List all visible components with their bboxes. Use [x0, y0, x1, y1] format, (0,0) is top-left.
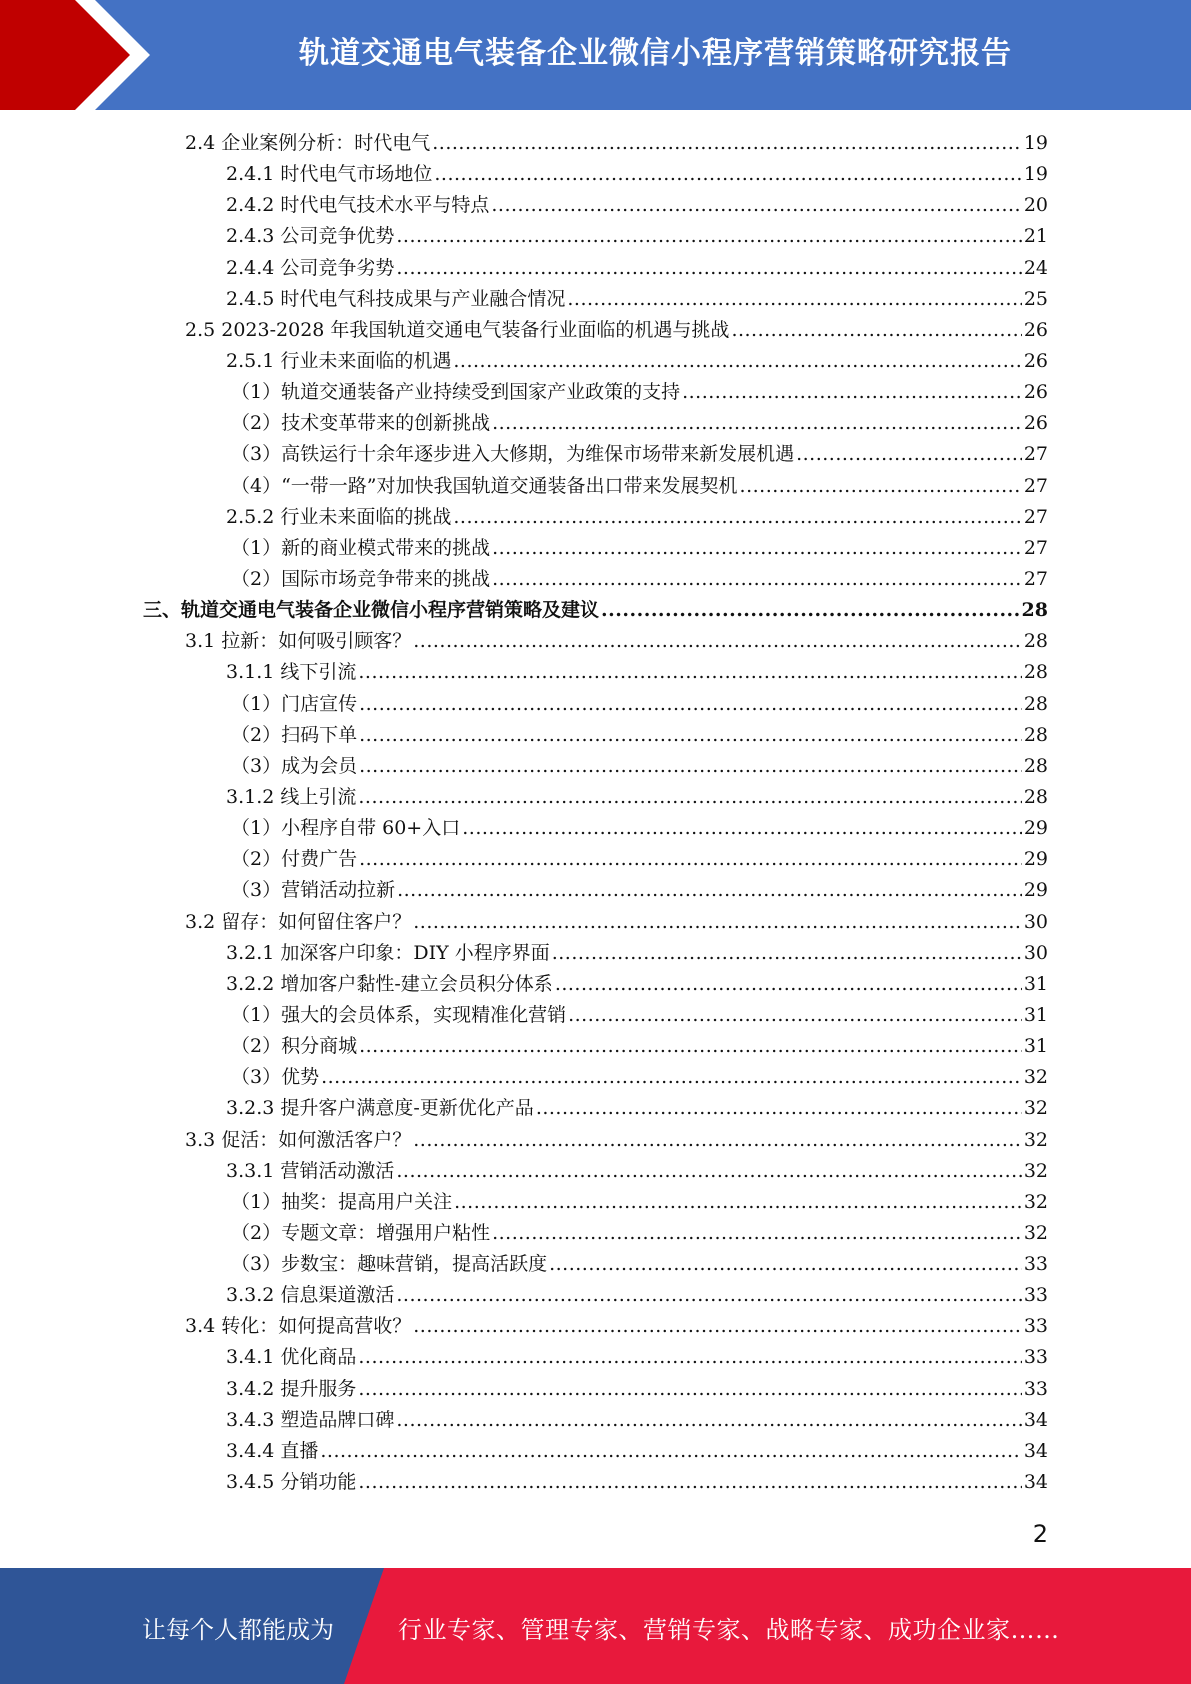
toc-entry-label: 2.5 2023-2028 年我国轨道交通电气装备行业面临的机遇与挑战 — [185, 318, 730, 341]
page-number: 2 — [1032, 1520, 1048, 1548]
toc-leader-dots — [359, 689, 1022, 720]
toc-entry-label: （3）步数宝：趣味营销，提高活跃度 — [231, 1253, 548, 1276]
toc-entry-label: （2）专题文章：增强用户粘性 — [231, 1221, 491, 1244]
toc-entry-label: 3.4.3 塑造品牌口碑 — [226, 1408, 395, 1431]
toc-entry-page: 33 — [1023, 1346, 1048, 1369]
toc-entry-page: 27 — [1023, 505, 1048, 528]
toc-entry[interactable] — [143, 502, 1048, 533]
toc-entry-label: 3.4 转化：如何提高营收？ — [185, 1315, 412, 1338]
toc-leader-dots — [432, 128, 1022, 159]
toc-entry[interactable] — [143, 533, 1048, 564]
toc-entry-label: 3.2 留存：如何留住客户？ — [185, 910, 412, 933]
toc-leader-dots — [358, 1374, 1021, 1405]
toc-leader-dots — [396, 1405, 1021, 1436]
toc-leader-dots — [359, 751, 1022, 782]
toc-leader-dots — [552, 938, 1022, 969]
toc-leader-dots — [413, 907, 1022, 938]
toc-entry-label: 2.4.2 时代电气技术水平与特点 — [226, 194, 490, 217]
toc-leader-dots — [549, 1249, 1022, 1280]
toc-entry-page: 19 — [1023, 132, 1048, 154]
toc-entry-label: 3.4.4 直播 — [226, 1439, 319, 1462]
toc-entry-label: 3.4.2 提升服务 — [226, 1377, 357, 1400]
toc-entry-label: （2）付费广告 — [231, 848, 358, 871]
toc-entry[interactable] — [143, 1187, 1048, 1218]
toc-entry-page: 29 — [1023, 817, 1048, 840]
toc-entry-page: 29 — [1023, 848, 1048, 871]
toc-leader-dots — [492, 533, 1022, 564]
toc-entry[interactable] — [143, 875, 1048, 906]
toc-leader-dots — [731, 315, 1021, 346]
toc-entry-label: 3.1 拉新：如何吸引顾客？ — [185, 630, 412, 653]
toc-entry-label: 2.4.1 时代电气市场地位 — [226, 163, 433, 186]
toc-entry-page: 29 — [1023, 879, 1048, 902]
toc-entry-page: 30 — [1023, 941, 1048, 964]
toc-entry-label: 2.4 企业案例分析：时代电气 — [185, 132, 431, 154]
toc-leader-dots — [413, 626, 1022, 657]
toc-leader-dots — [555, 969, 1022, 1000]
toc-leader-dots — [492, 1218, 1022, 1249]
toc-entry-page: 21 — [1023, 225, 1048, 248]
toc-entry-label: （1）新的商业模式带来的挑战 — [231, 536, 491, 559]
toc-entry[interactable] — [143, 782, 1048, 813]
toc-entry[interactable] — [143, 1374, 1048, 1405]
toc-leader-dots — [359, 1031, 1022, 1062]
toc-entry-page: 27 — [1023, 536, 1048, 559]
toc-entry[interactable] — [143, 969, 1048, 1000]
toc-entry-label: 3.1.1 线下引流 — [226, 661, 357, 684]
toc-entry[interactable] — [143, 813, 1048, 844]
footer-slogan-right: 行业专家、管理专家、营销专家、战略专家、成功企业家…… — [398, 1616, 1060, 1644]
document-title: 轨道交通电气装备企业微信小程序营销策略研究报告 — [299, 36, 1012, 71]
toc-entry-label: （3）高铁运行十余年逐步进入大修期，为维保市场带来新发展机遇 — [231, 443, 795, 466]
toc-entry-label: 3.3.1 营销活动激活 — [226, 1159, 395, 1182]
toc-entry-page: 32 — [1023, 1221, 1048, 1244]
toc-entry-label: 3.4.5 分销功能 — [226, 1471, 357, 1494]
toc-entry-label: 2.5.2 行业未来面临的挑战 — [226, 505, 452, 528]
toc-entry-page: 34 — [1023, 1439, 1048, 1462]
toc-entry[interactable] — [143, 938, 1048, 969]
toc-leader-dots — [536, 1093, 1022, 1124]
toc-entry-label: 2.4.5 时代电气科技成果与产业融合情况 — [226, 287, 566, 310]
toc-entry[interactable] — [143, 128, 1048, 159]
toc-leader-dots — [358, 1342, 1021, 1373]
footer-slogan-left: 让每个人都能成为 — [142, 1616, 334, 1644]
toc-leader-dots — [396, 221, 1021, 252]
toc-leader-dots — [397, 875, 1022, 906]
toc-leader-dots — [567, 284, 1021, 315]
toc-entry-label: （3）优势 — [231, 1066, 320, 1089]
toc-entry-label: 3.2.3 提升客户满意度-更新优化产品 — [226, 1097, 534, 1120]
toc-entry[interactable] — [143, 346, 1048, 377]
toc-entry-label: （2）积分商城 — [231, 1035, 358, 1058]
toc-entry[interactable] — [143, 626, 1048, 657]
toc-entry[interactable] — [143, 844, 1048, 875]
toc-entry[interactable] — [143, 1125, 1048, 1156]
toc-entry-page: 27 — [1023, 443, 1048, 466]
toc-leader-dots — [453, 502, 1021, 533]
toc-leader-dots — [358, 1467, 1021, 1498]
toc-entry[interactable] — [143, 159, 1048, 190]
toc-entry-page: 33 — [1023, 1377, 1048, 1400]
toc-entry[interactable] — [143, 284, 1048, 315]
toc-entry[interactable] — [143, 1311, 1048, 1342]
toc-entry-page: 31 — [1023, 972, 1048, 995]
toc-leader-dots — [413, 1125, 1022, 1156]
toc-entry-page: 33 — [1023, 1253, 1048, 1276]
toc-entry[interactable] — [143, 689, 1048, 720]
toc-leader-dots — [740, 471, 1022, 502]
toc-entry[interactable] — [143, 315, 1048, 346]
toc-entry-label: （1）门店宣传 — [231, 692, 358, 715]
toc-leader-dots — [396, 253, 1021, 284]
toc-leader-dots — [321, 1062, 1022, 1093]
toc-entry-label: 3.3 促活：如何激活客户？ — [185, 1128, 412, 1151]
toc-entry-page: 30 — [1023, 910, 1048, 933]
toc-entry[interactable] — [143, 907, 1048, 938]
toc-entry-page: 31 — [1023, 1035, 1048, 1058]
toc-entry-page: 32 — [1023, 1128, 1048, 1151]
toc-entry-page: 34 — [1023, 1408, 1048, 1431]
toc-leader-dots — [358, 782, 1021, 813]
toc-entry[interactable] — [143, 1249, 1048, 1280]
toc-entry-label: （2）技术变革带来的创新挑战 — [231, 412, 491, 435]
toc-entry-page: 28 — [1023, 630, 1048, 653]
page-footer — [0, 1568, 1191, 1684]
toc-entry-page: 25 — [1023, 287, 1048, 310]
toc-entry-label: 2.5.1 行业未来面临的机遇 — [226, 349, 452, 372]
toc-entry[interactable] — [143, 1342, 1048, 1373]
toc-leader-dots — [434, 159, 1021, 190]
toc-entry-label: （1）小程序自带 60+入口 — [231, 817, 461, 840]
toc-entry-page: 34 — [1023, 1471, 1048, 1494]
toc-entry[interactable] — [143, 1031, 1048, 1062]
toc-entry-page: 27 — [1023, 567, 1048, 590]
toc-entry-page: 26 — [1023, 412, 1048, 435]
toc-leader-dots — [453, 346, 1021, 377]
toc-entry[interactable] — [143, 1218, 1048, 1249]
toc-entry-label: 3.2.1 加深客户印象：DIY 小程序界面 — [226, 941, 550, 964]
toc-entry-label: （3）成为会员 — [231, 754, 358, 777]
toc-entry[interactable] — [143, 253, 1048, 284]
toc-entry[interactable] — [143, 657, 1048, 688]
toc-leader-dots — [682, 377, 1022, 408]
toc-entry-label: 2.4.4 公司竞争劣势 — [226, 256, 395, 279]
toc-entry-page: 28 — [1023, 723, 1048, 746]
toc-entry-page: 33 — [1023, 1315, 1048, 1338]
toc-entry-page: 19 — [1023, 163, 1048, 186]
toc-entry-page: 20 — [1023, 194, 1048, 217]
toc-leader-dots — [413, 1311, 1022, 1342]
toc-entry[interactable] — [143, 1000, 1048, 1031]
toc-entry-page: 28 — [1023, 785, 1048, 808]
toc-leader-dots — [491, 190, 1021, 221]
toc-entry-label: 3.4.1 优化商品 — [226, 1346, 357, 1369]
toc-entry[interactable] — [143, 1062, 1048, 1093]
toc-leader-dots — [396, 1280, 1021, 1311]
toc-entry[interactable] — [143, 1436, 1048, 1467]
toc-entry-label: 3.1.2 线上引流 — [226, 785, 357, 808]
toc-entry-page: 32 — [1023, 1159, 1048, 1182]
toc-leader-dots — [796, 439, 1022, 470]
toc-entry[interactable] — [143, 190, 1048, 221]
toc-entry-page: 27 — [1023, 474, 1048, 497]
toc-entry-page: 28 — [1023, 754, 1048, 777]
toc-leader-dots — [601, 595, 1020, 626]
toc-entry-label: 3.3.2 信息渠道激活 — [226, 1284, 395, 1307]
toc-entry-page: 32 — [1023, 1066, 1048, 1089]
toc-leader-dots — [359, 720, 1022, 751]
toc-entry[interactable] — [143, 751, 1048, 782]
toc-leader-dots — [492, 564, 1022, 595]
toc-entry[interactable] — [143, 377, 1048, 408]
toc-entry-label: 三、轨道交通电气装备企业微信小程序营销策略及建议 — [143, 599, 600, 622]
toc-entry-label: （1）强大的会员体系，实现精准化营销 — [231, 1003, 567, 1026]
toc-entry-page: 24 — [1023, 256, 1048, 279]
toc-entry[interactable] — [143, 1467, 1048, 1498]
toc-entry-page: 31 — [1023, 1003, 1048, 1026]
toc-entry-label: （4）“一带一路”对加快我国轨道交通装备出口带来发展契机 — [231, 474, 738, 497]
toc-entry[interactable] — [143, 1156, 1048, 1187]
toc-leader-dots — [359, 844, 1022, 875]
toc-leader-dots — [396, 1156, 1021, 1187]
toc-leader-dots — [462, 813, 1022, 844]
toc-entry[interactable] — [143, 221, 1048, 252]
toc-leader-dots — [454, 1187, 1022, 1218]
toc-entry-page: 28 — [1023, 692, 1048, 715]
toc-entry-label: （1）轨道交通装备产业持续受到国家产业政策的支持 — [231, 381, 681, 404]
toc-entry-label: （3）营销活动拉新 — [231, 879, 396, 902]
toc-entry-label: （2）国际市场竞争带来的挑战 — [231, 567, 491, 590]
toc-entry-page: 26 — [1023, 349, 1048, 372]
toc-entry[interactable] — [143, 1093, 1048, 1124]
toc-entry[interactable] — [143, 720, 1048, 751]
toc-leader-dots — [568, 1000, 1022, 1031]
toc-entry-label: （1）抽奖：提高用户关注 — [231, 1190, 453, 1213]
toc-entry[interactable] — [143, 1280, 1048, 1311]
toc-entry-page: 32 — [1023, 1097, 1048, 1120]
toc-entry-page: 26 — [1023, 318, 1048, 341]
toc-entry[interactable] — [143, 1405, 1048, 1436]
toc-leader-dots — [320, 1436, 1021, 1467]
toc-entry[interactable] — [143, 439, 1048, 470]
toc-entry-page: 32 — [1023, 1190, 1048, 1213]
page-header — [0, 0, 1191, 110]
toc-entry-page: 26 — [1023, 381, 1048, 404]
toc-entry-page: 28 — [1023, 661, 1048, 684]
toc-entry-label: （2）扫码下单 — [231, 723, 358, 746]
toc-entry[interactable] — [143, 595, 1048, 626]
toc-entry-label: 3.2.2 增加客户黏性-建立会员积分体系 — [226, 972, 553, 995]
table-of-contents — [143, 128, 1048, 1498]
toc-entry-page: 28 — [1021, 599, 1048, 622]
toc-entry-label: 2.4.3 公司竞争优势 — [226, 225, 395, 248]
toc-leader-dots — [358, 657, 1021, 688]
toc-leader-dots — [492, 408, 1022, 439]
toc-entry[interactable] — [143, 471, 1048, 502]
toc-entry[interactable] — [143, 408, 1048, 439]
toc-entry[interactable] — [143, 564, 1048, 595]
toc-entry-page: 33 — [1023, 1284, 1048, 1307]
